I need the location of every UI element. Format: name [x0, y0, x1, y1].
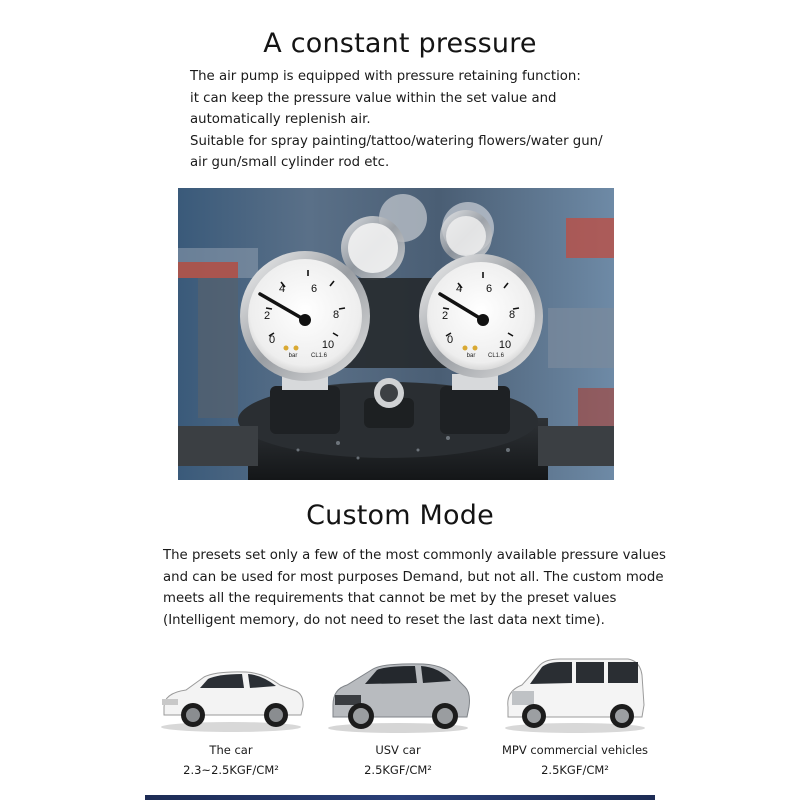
description-line: The presets set only a few of the most commonly available pressure values [163, 548, 666, 563]
description-line: air gun/small cylinder rod etc. [190, 155, 390, 170]
vehicle-name: The car [209, 743, 253, 757]
pressure-gauges-image [178, 188, 614, 480]
bottom-divider-bar [145, 795, 655, 800]
gauge-left-scale-8: 8 [332, 309, 340, 321]
gauge-right-scale-6: 6 [485, 283, 493, 295]
gauge-left-scale-10: 10 [321, 339, 335, 351]
description-line: (Intelligent memory, do not need to reset the last data next time). [163, 612, 605, 628]
gauge-left-scale-6: 6 [310, 283, 318, 295]
mpv-van-icon [500, 655, 650, 735]
gauge-right-scale-10: 10 [498, 339, 512, 351]
gauge-left-class: CL1.6 [310, 353, 328, 359]
vehicle-sedan [146, 655, 316, 777]
constant-pressure-description [190, 66, 620, 174]
gauge-left-scale-0: 0 [268, 334, 276, 346]
vehicle-name: USV car [375, 743, 421, 757]
vehicle-pressure-spec: 2.3~2.5KGF/CM² [183, 763, 279, 777]
custom-mode-description [163, 545, 666, 631]
gauge-right-class: CL1.6 [487, 353, 505, 359]
gauge-left-scale-4: 4 [278, 283, 286, 295]
sedan-car-icon [156, 655, 306, 735]
gauge-left-scale-2: 2 [263, 310, 271, 322]
description-line: The air pump is equipped with pressure retaining function: [190, 69, 581, 84]
description-line: it can keep the pressure value within the set value and [190, 90, 557, 106]
section-title-custom-mode: Custom Mode [306, 500, 494, 531]
vehicle-name: MPV commercial vehicles [501, 743, 649, 757]
description-line: meets all the requirements that cannot be met by the preset values [163, 591, 617, 606]
gauge-left-unit: bar [288, 353, 298, 359]
description-line: and can be used for most purposes Demand, but not all. The custom mode [163, 569, 664, 585]
gauge-right-scale-4: 4 [455, 283, 463, 295]
vehicle-pressure-spec: 2.5KGF/CM² [541, 763, 609, 777]
vehicle-suv [313, 655, 483, 777]
vehicle-mpv [490, 655, 660, 777]
section-title-constant-pressure: A constant pressure [263, 28, 537, 59]
gauge-right-scale-8: 8 [508, 309, 516, 321]
description-line: automatically replenish air. [190, 112, 371, 127]
vehicle-pressure-spec: 2.5KGF/CM² [364, 763, 432, 777]
suv-car-icon [323, 655, 473, 735]
description-line: Suitable for spray painting/tattoo/watering flowers/water gun/ [190, 133, 603, 149]
pressure-gauges-photo [178, 188, 614, 480]
gauge-right-scale-2: 2 [441, 310, 449, 322]
gauge-right-scale-0: 0 [446, 334, 454, 346]
gauge-right-unit: bar [466, 353, 476, 359]
